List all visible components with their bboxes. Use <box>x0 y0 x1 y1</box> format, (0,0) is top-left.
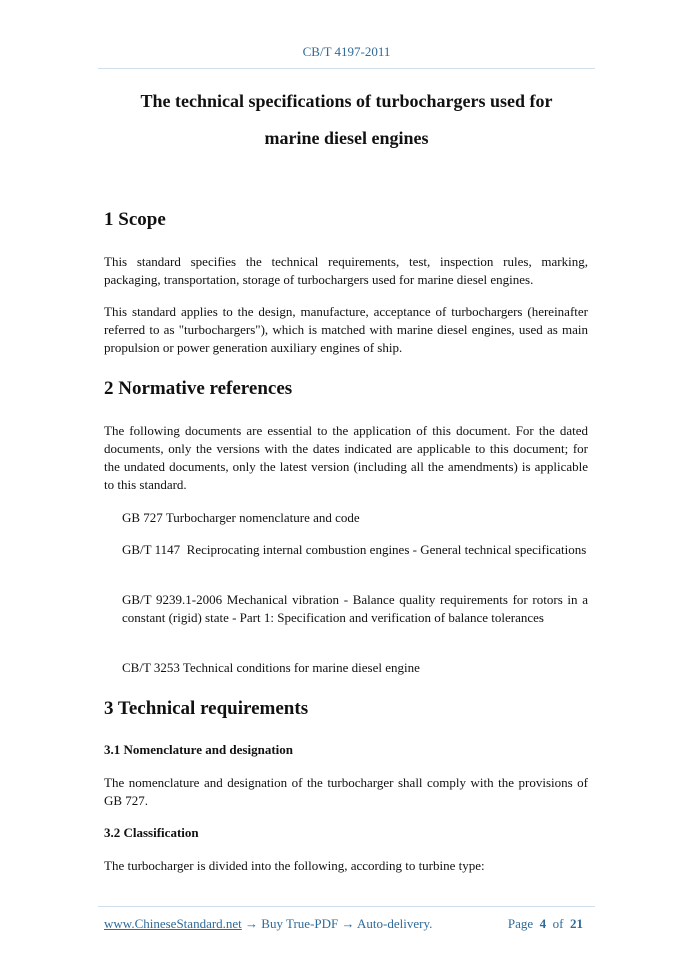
buy-pdf-text: Buy True-PDF <box>261 916 339 931</box>
document-title-line1: The technical specifications of turbochargers used for <box>140 91 553 111</box>
of-label: of <box>552 916 564 931</box>
reference-item: GB 727 Turbocharger nomenclature and code <box>122 510 360 525</box>
section-heading-scope: 1 Scope <box>104 209 166 230</box>
header-divider <box>98 68 595 69</box>
page-label: Page <box>507 916 534 931</box>
footer-divider <box>98 906 595 907</box>
arrow-right-icon: → <box>341 916 355 931</box>
subsection-3-1-paragraph: The nomenclature and designation of the turbocharger shall comply with the provisions of GB 727. <box>104 775 588 808</box>
section-heading-normative-references: 2 Normative references <box>104 378 293 399</box>
arrow-right-icon: → <box>245 916 259 931</box>
reference-item: CB/T 3253 Technical conditions for marine diesel engine <box>122 660 420 675</box>
scope-paragraph-2: This standard applies to the design, manufacture, acceptance of turbochargers (hereinafter referred to as "turbochargers"), which is matched with marine diesel engines, used as main propulsion or power generation auxiliary engines of ship. <box>104 304 588 355</box>
section-heading-technical-requirements: 3 Technical requirements <box>104 698 309 719</box>
document-code-header: CB/T 4197-2011 <box>302 44 391 59</box>
scope-paragraph-1: This standard specifies the technical requirements, test, inspection rules, marking, packaging, transportation, storage of turbochargers used for marine diesel engines. <box>104 254 588 287</box>
footer-promo <box>104 916 432 932</box>
reference-item: GB/T 9239.1-2006 Mechanical vibration - Balance quality requirements for rotors in a constant (rigid) state - Part 1: Specification and verification of balance tolerances <box>122 592 588 625</box>
page-total: 21 <box>570 916 583 931</box>
subsection-heading-3-2: 3.2 Classification <box>104 825 199 840</box>
subsection-3-2-paragraph: The turbocharger is divided into the following, according to turbine type: <box>104 858 485 873</box>
normative-paragraph: The following documents are essential to the application of this document. For the dated documents, only the versions with the dates indicated are applicable to this document; for the undated documents, only the latest version (including all the amendments) is applicable to this standard. <box>104 423 588 492</box>
page-current: 4 <box>539 916 547 931</box>
document-title-line2: marine diesel engines <box>264 128 429 148</box>
reference-item: GB/T 1147 Reciprocating internal combustion engines - General technical specifications <box>122 542 587 557</box>
site-link[interactable]: www.ChineseStandard.net <box>104 916 242 931</box>
page-indicator <box>508 916 583 932</box>
auto-delivery-text: Auto-delivery. <box>357 916 433 931</box>
subsection-heading-3-1: 3.1 Nomenclature and designation <box>104 742 293 757</box>
